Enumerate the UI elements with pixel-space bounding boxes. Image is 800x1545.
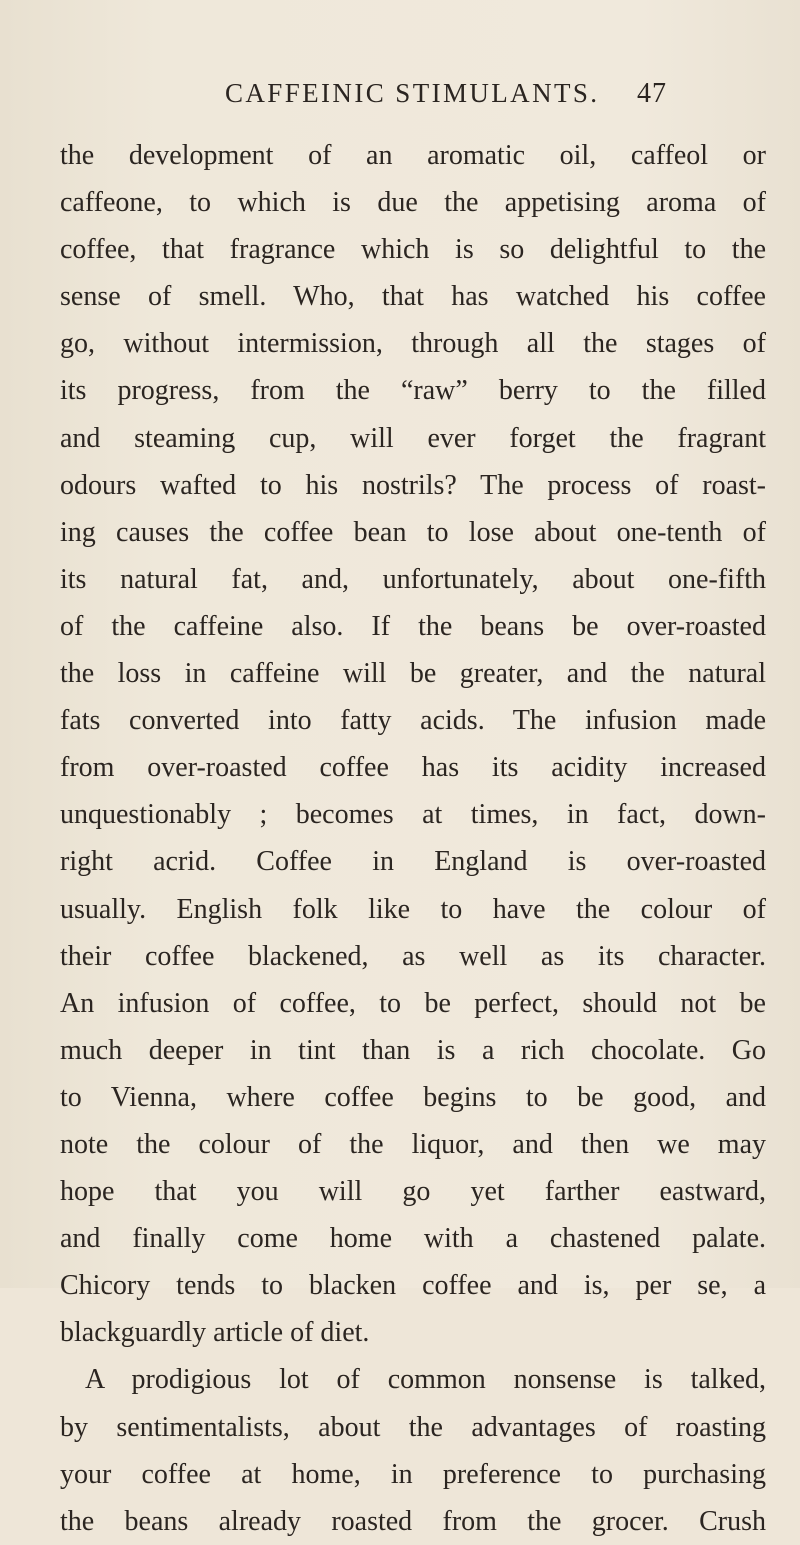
text-line: blackguardly article of diet. bbox=[60, 1317, 370, 1349]
text-line: and steaming cup, will ever forget the fragrant bbox=[60, 422, 766, 454]
text-line: odours wafted to his nostrils? The process of roast- bbox=[60, 469, 766, 501]
text-line: An infusion of coffee, to be perfect, should not be bbox=[60, 987, 766, 1019]
text-line: usually. English folk like to have the colour of bbox=[60, 893, 766, 925]
text-line: right acrid. Coffee in England is over-roasted bbox=[60, 846, 766, 878]
text-line: coffee, that fragrance which is so delightful to the bbox=[60, 234, 766, 266]
text-line: A prodigious lot of common nonsense is talked, bbox=[85, 1364, 766, 1396]
text-line: note the colour of the liquor, and then we may bbox=[60, 1128, 766, 1160]
text-line: of the caffeine also. If the beans be over-roasted bbox=[60, 610, 766, 642]
text-line: hope that you will go yet farther eastward, bbox=[60, 1176, 766, 1208]
text-line: fats converted into fatty acids. The infusion made bbox=[60, 705, 766, 737]
text-line: Chicory tends to blacken coffee and is, per se, a bbox=[60, 1270, 766, 1302]
text-line: its natural fat, and, unfortunately, about one-fifth bbox=[60, 563, 766, 595]
text-line: sense of smell. Who, that has watched his coffee bbox=[60, 281, 766, 313]
page-number: 47 bbox=[637, 78, 667, 109]
text-line: and finally come home with a chastened palate. bbox=[60, 1223, 766, 1255]
text-line: ing causes the coffee bean to lose about one-tenth of bbox=[60, 516, 766, 548]
text-line: its progress, from the “raw” berry to the filled bbox=[60, 375, 766, 407]
running-title: CAFFEINIC STIMULANTS. bbox=[225, 78, 600, 108]
text-line: the development of an aromatic oil, caffeol or bbox=[60, 140, 766, 171]
text-line: the loss in caffeine will be greater, and the natural bbox=[60, 658, 766, 690]
text-line: go, without intermission, through all the stages of bbox=[60, 328, 766, 360]
text-line: your coffee at home, in preference to purchasing bbox=[60, 1458, 766, 1490]
text-line: to Vienna, where coffee begins to be good, and bbox=[60, 1081, 766, 1113]
text-line: much deeper in tint than is a rich chocolate. Go bbox=[60, 1034, 766, 1066]
text-line: caffeone, to which is due the appetising aroma of bbox=[60, 187, 766, 219]
text-line: their coffee blackened, as well as its character. bbox=[60, 940, 766, 972]
text-line: from over-roasted coffee has its acidity increased bbox=[60, 752, 766, 784]
text-line: by sentimentalists, about the advantages of roasting bbox=[60, 1411, 766, 1443]
body-text bbox=[60, 132, 766, 1545]
text-line: the beans already roasted from the grocer. Crush bbox=[60, 1505, 766, 1537]
page-header bbox=[0, 78, 800, 118]
text-line: unquestionably ; becomes at times, in fact, down- bbox=[60, 799, 766, 831]
